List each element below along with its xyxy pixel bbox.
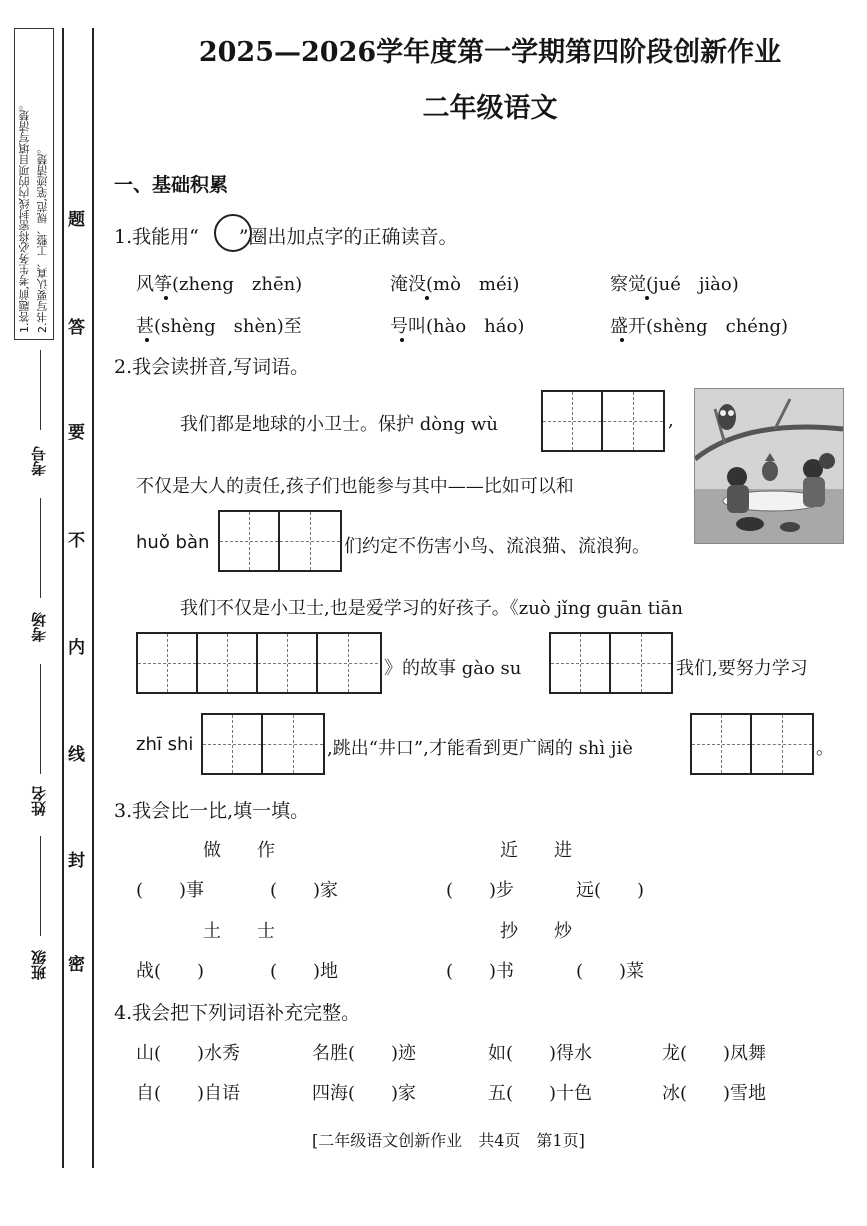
q2-line-1: 我们都是地球的小卫士。保护 dòng wù [180,414,498,435]
q4-item-8[interactable]: 冰( )雪地 [662,1083,767,1104]
q4-item-4[interactable]: 龙( )凤舞 [662,1043,767,1064]
q1-item-1[interactable]: 风筝(zheng zhēn) [136,274,303,295]
emphasis-dot [164,296,168,300]
q4-item-3[interactable]: 如( )得水 [488,1043,593,1064]
q1-item-2[interactable]: 淹没(mò méi) [390,274,520,295]
page-footer: [二年级语文创新作业 共4页 第1页] [312,1131,585,1150]
writing-grid-zhi-shi[interactable] [201,713,325,775]
page-title: 2025—2026学年度第一学期第四阶段创新作业 [198,37,782,68]
children-feeding-animals-illustration [695,389,843,543]
q1-item-6[interactable]: 盛开(shèng chéng) [610,316,789,337]
seal-char-8: 密 [68,955,85,975]
seal-char-4: 不 [68,531,85,551]
q3-blank-4[interactable]: 远( ) [576,880,645,901]
q4-prompt: 4.我会把下列词语补充完整。 [114,1002,361,1024]
answer-circle-icon [214,214,252,252]
q2-line-6-mid: ,跳出“井口”,才能看到更广阔的 shì jiè [327,738,633,759]
seal-char-3: 要 [68,423,85,443]
q3-pair-3: 土 士 [203,921,275,942]
class-label: 班级 [30,950,48,980]
seal-char-7: 封 [68,851,85,871]
q3-prompt: 3.我会比一比,填一填。 [114,800,310,822]
section-title: 一、基础积累 [114,174,229,196]
writing-grid-dong-wu[interactable] [541,390,665,452]
q4-item-7[interactable]: 五( )十色 [488,1083,593,1104]
q2-prompt: 2.我会读拼音,写词语。 [114,356,310,378]
q4-item-1[interactable]: 山( )水秀 [136,1043,241,1064]
binding-outer-line [62,28,64,1168]
q3-blank-7[interactable]: ( )书 [446,961,515,982]
q1-item-5[interactable]: 号叫(hào háo) [390,316,525,337]
q3-pair-2: 近 进 [500,840,572,861]
q4-item-2[interactable]: 名胜( )迹 [312,1043,417,1064]
q1-prompt-end: ”圈出加点字的正确读音。 [238,226,458,248]
writing-grid-huo-ban[interactable] [218,510,342,572]
q4-item-5[interactable]: 自( )自语 [136,1083,241,1104]
q3-blank-3[interactable]: ( )步 [446,880,515,901]
binding-inner-line [92,28,94,1168]
exam-number-line [40,350,41,430]
name-label: 姓名 [30,786,48,816]
q3-pair-1: 做 作 [203,840,275,861]
q3-blank-2[interactable]: ( )家 [270,880,339,901]
q3-blank-5[interactable]: 战( ) [136,961,205,982]
notice-line-2: 2.书写要认真、工整、规范,笔迹清楚。 [36,143,49,333]
notice-line-1: 1.答题前,考生务必将密封线内的项目填写清楚。 [18,99,31,333]
emphasis-dot [400,338,404,342]
emphasis-dot [620,338,624,342]
class-line [40,836,41,936]
writing-grid-gao-su[interactable] [549,632,673,694]
q1-item-3[interactable]: 察觉(jué jiào) [610,274,739,295]
emphasis-dot [645,296,649,300]
q3-blank-8[interactable]: ( )菜 [576,961,645,982]
seal-char-2: 答 [68,318,85,338]
exam-number-label: 考号 [30,446,48,476]
emphasis-dot [425,296,429,300]
q2-line-4: 我们不仅是小卫士,也是爱学习的好孩子。《zuò jǐng guān tiān [180,598,684,619]
q2-line-5-end: 我们,要努力学习 [676,658,808,679]
q3-pair-4: 抄 炒 [500,921,572,942]
exam-room-label: 考场 [30,612,48,642]
q2-line-6-end: 。 [816,738,834,759]
q1-item-4[interactable]: 甚(shèng shèn)至 [136,316,302,337]
q2-line-3-rest: 们约定不伤害小鸟、流浪猫、流浪狗。 [344,536,650,557]
illustration-image [694,388,844,544]
name-line [40,664,41,774]
q1-prompt-start: 1.我能用“ [114,226,199,248]
q2-line-6-pinyin: zhī shi [136,734,194,755]
seal-char-1: 题 [68,210,85,230]
q1-prompt [114,222,458,249]
notice-box [14,28,54,340]
page-subtitle: 二年级语文 [422,93,558,124]
q2-line-2: 不仅是大人的责任,孩子们也能参与其中——比如可以和 [136,476,574,497]
q2-line-1-end: , [668,410,674,431]
writing-grid-shi-jie[interactable] [690,713,814,775]
q3-blank-6[interactable]: ( )地 [270,961,339,982]
q2-line-5-mid: 》的故事 gào su [384,658,522,679]
q2-line-3-pinyin: huǒ bàn [136,532,210,553]
seal-char-6: 线 [68,745,85,765]
writing-grid-zuo-jing-guan-tian[interactable] [136,632,382,694]
exam-room-line [40,498,41,598]
q4-item-6[interactable]: 四海( )家 [312,1083,417,1104]
seal-char-5: 内 [68,638,85,658]
emphasis-dot [145,338,149,342]
q3-blank-1[interactable]: ( )事 [136,880,205,901]
